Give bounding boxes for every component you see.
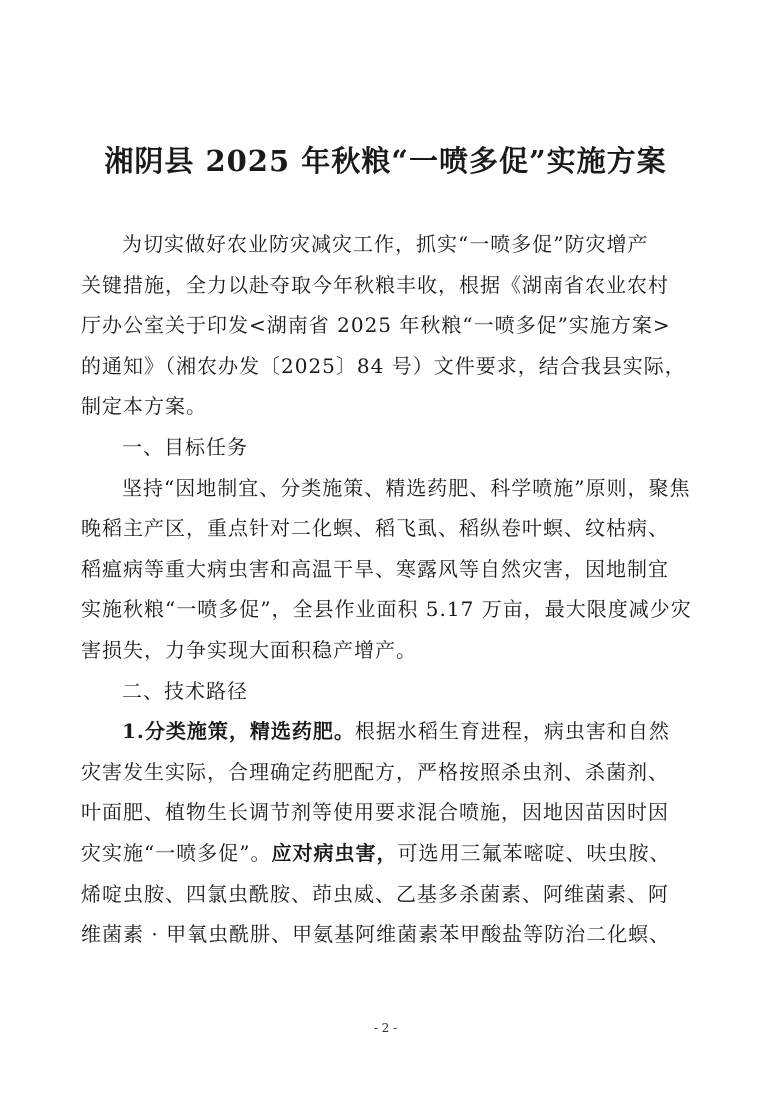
item-text: 灾实施“一喷多促”。 [81,840,272,865]
text-line: 叶面肥、植物生长调节剂等使用要求混合喷施，因地因苗因时因 [81,800,669,825]
text-line: 维菌素 · 甲氧虫酰肼、甲氨基阿维菌素苯甲酸盐等防治二化螟、 [81,922,671,947]
document-body [81,224,693,955]
document-title: 湘阴县 2025 年秋粮“一喷多促”实施方案 [104,144,667,178]
text-line: 烯啶虫胺、四氯虫酰胺、茚虫威、乙基多杀菌素、阿维菌素、阿 [81,881,669,906]
item-heading-bold: 1.分类施策，精选药肥。 [122,719,355,744]
text-line: 害损失，力争实现大面积稳产增产。 [81,637,417,662]
emphasis-bold: 应对病虫害， [271,840,398,865]
text-line: 灾害发生实际，合理确定药肥配方，严格按照杀虫剂、杀菌剂、 [81,759,669,784]
text-line [81,711,693,752]
text-line [81,833,693,874]
goals-paragraph [81,468,693,671]
text-line: 关键措施，全力以赴夺取今年秋粮丰收，根据《湖南省农业农村 [81,272,669,297]
intro-paragraph [81,224,693,427]
item-text: 可选用三氟苯嘧啶、呋虫胺、 [397,840,671,865]
text-line: 厅办公室关于印发<湖南省 2025 年秋粮“一喷多促”实施方案> [81,313,671,338]
text-line: 晚稻主产区，重点针对二化螟、稻飞虱、稻纵卷叶螟、纹枯病、 [81,516,669,541]
text-line: 的通知》（湘农办发〔2025〕84 号）文件要求，结合我县实际， [81,353,686,378]
text-line: 制定本方案。 [81,394,207,419]
section-heading-goals: 一、目标任务 [122,434,248,459]
text-line: 实施秋粮“一喷多促”，全县作业面积 5.17 万亩，最大限度减少灾 [81,597,692,622]
text-line: 坚持“因地制宜、分类施策、精选药肥、科学喷施”原则，聚焦 [122,475,691,500]
page-number: - 2 - [373,1021,398,1035]
section-heading-technical-path: 二、技术路径 [122,678,248,703]
item-text: 根据水稻生育进程，病虫害和自然 [354,719,670,744]
text-line: 为切实做好农业防灾减灾工作，抓实“一喷多促”防灾增产 [122,232,649,256]
technical-path-paragraph [81,711,693,955]
text-line: 稻瘟病等重大病虫害和高温干旱、寒露风等自然灾害，因地制宜 [81,556,669,581]
